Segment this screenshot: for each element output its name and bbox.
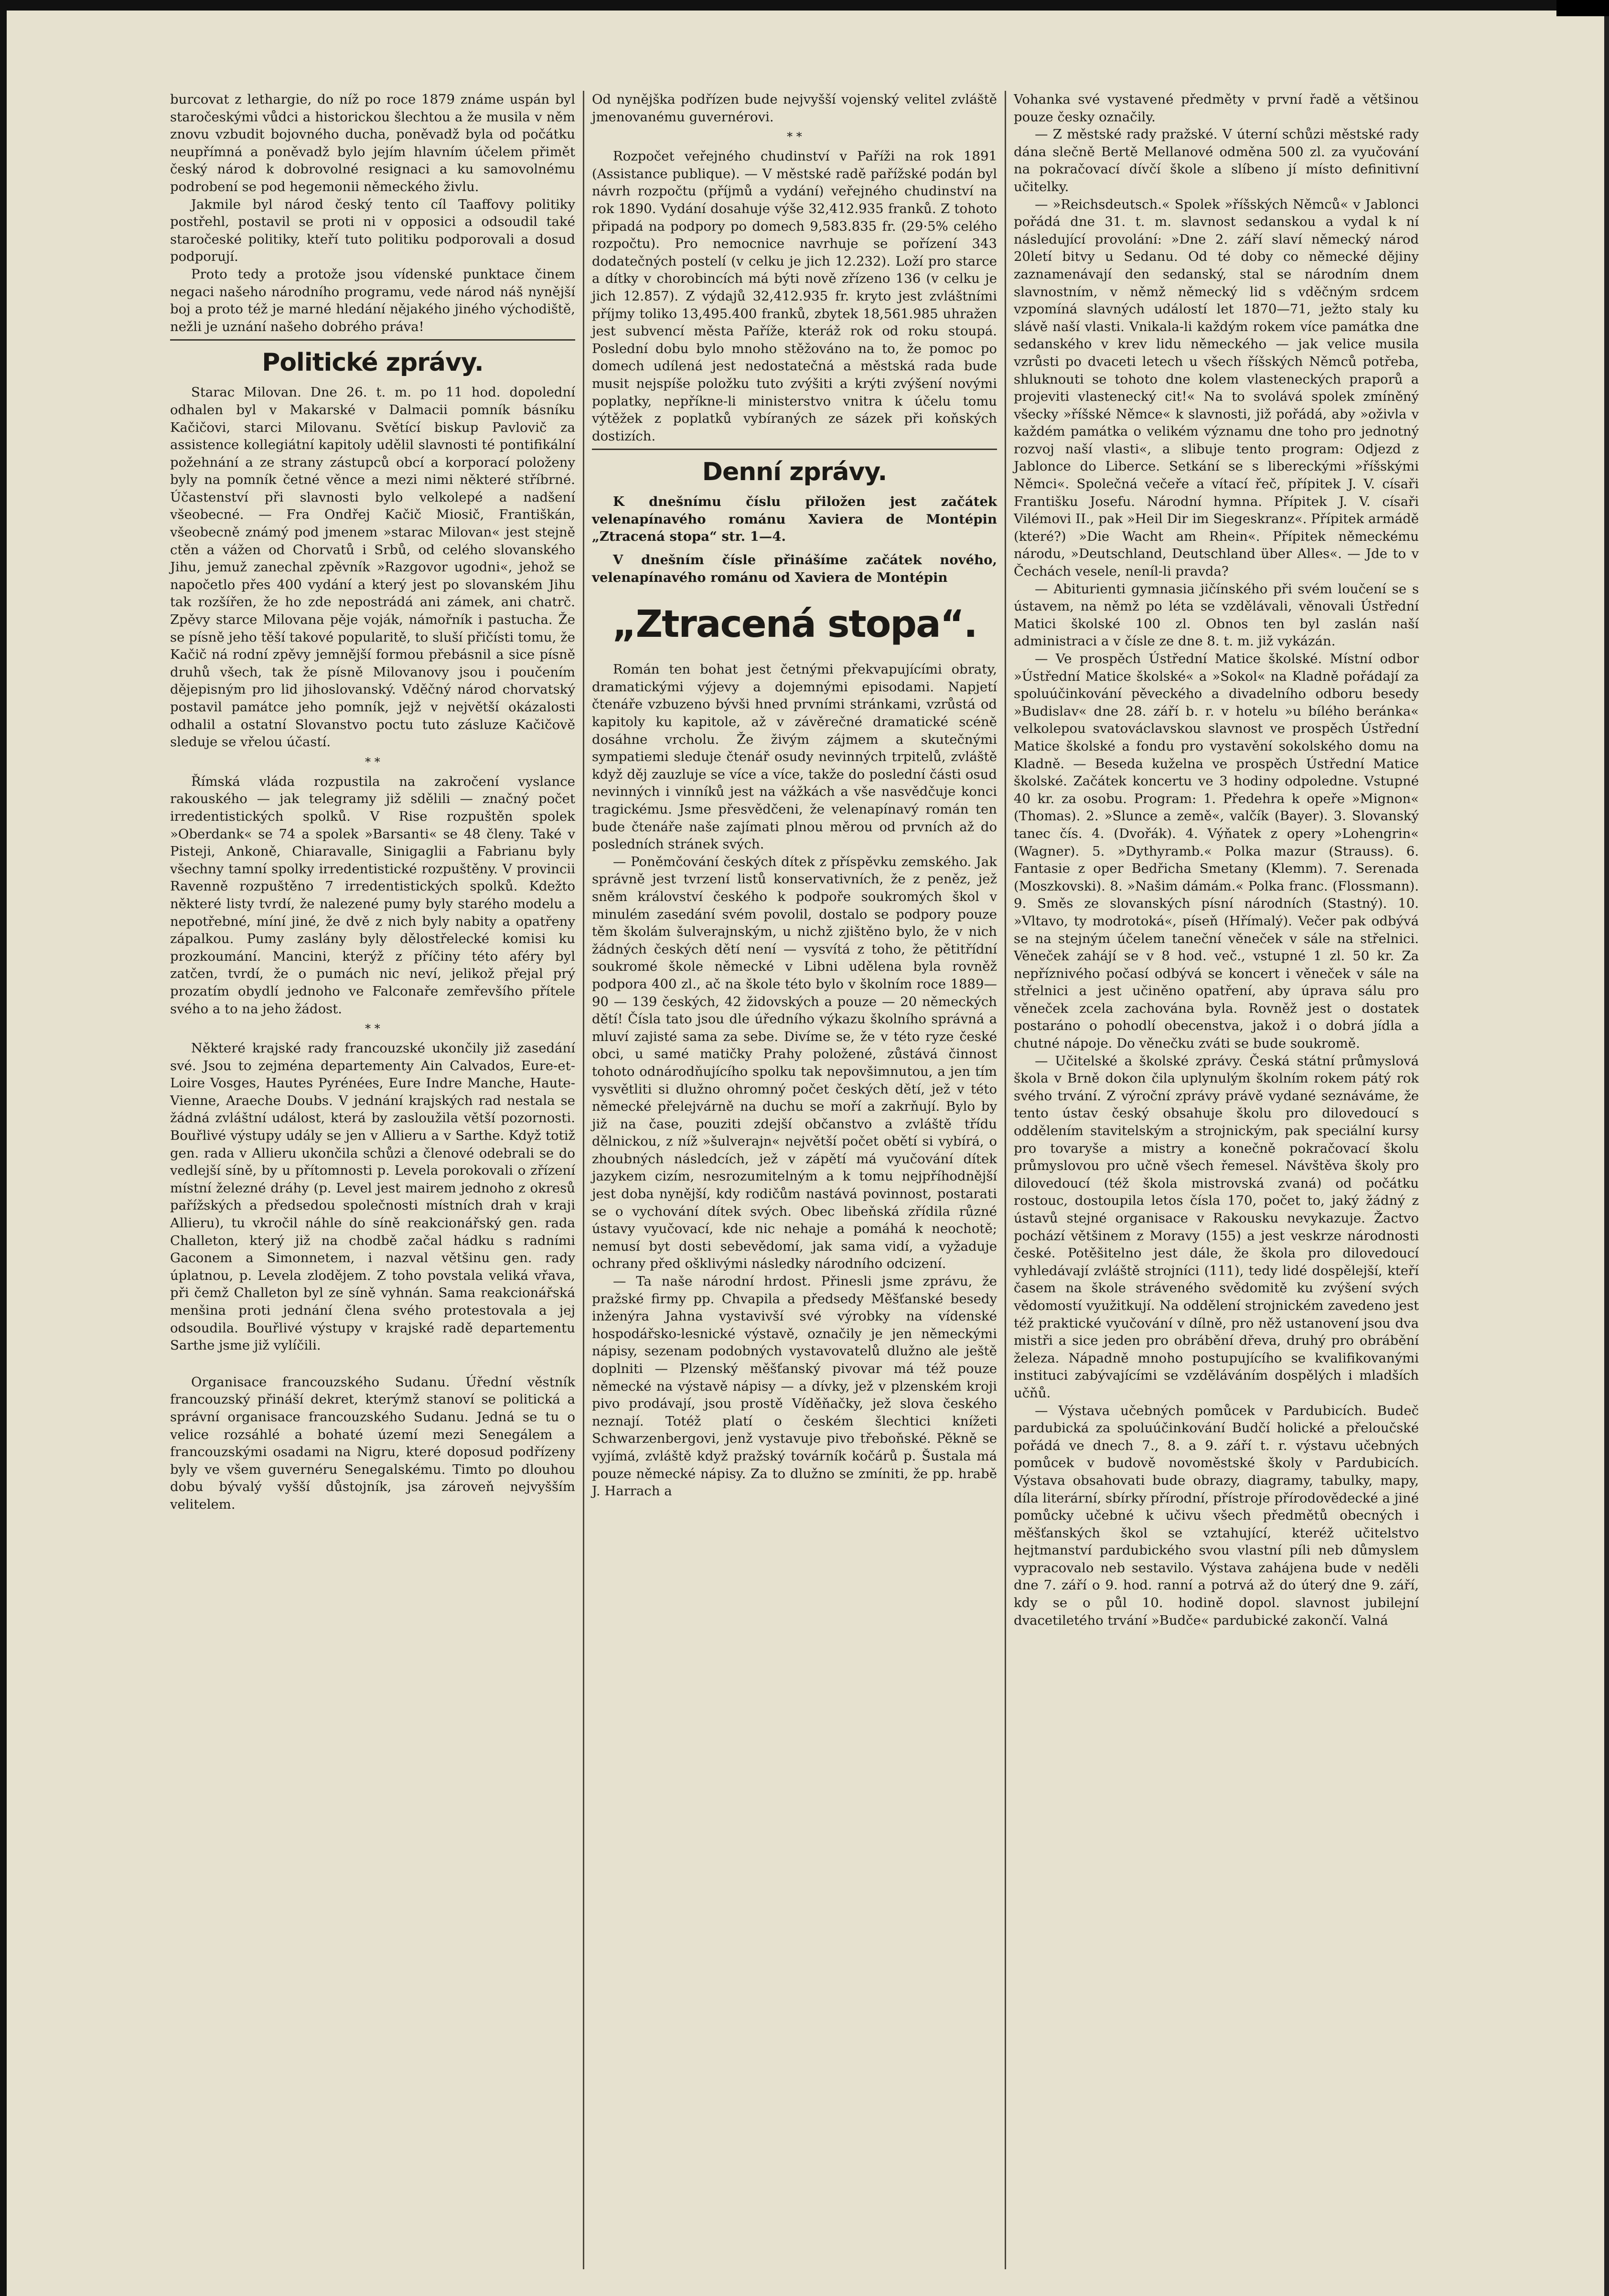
article-francie: Některé krajské rady francouzské ukončily již zasedání své. Jsou to zejména departementy Ain Calvados, Eure-et-Loire Vosges, Hautes Pyrénées, Eure Indre Manche, Haute-Vienne, Araeche Doubs. V jednání krajských rad nestala se žádná zvláštní událost, která by zasloužila větší pozornosti. Bouřlivé výstupy udály se jen v Allieru a v Sarthe. Když totiž gen. rada v Allieru ukončila schůzi a členové odebrali se do vedlejší síně, by u přítomnosti p. Levela porokovali o zřízení místní železné dráhy (p. Level jest mairem jednoho z okresů pařížských a předsedou společnosti místních drah v kraji Allieru), tu vkročil náhle do síně reakcionářský gen. rada Challeton, který již na chodbě začal hádku s radními Gaconem a Simonnetem, i nazval většinu gen. rady úplatnou, p. Levela zlodějem. Z toho povstala veliká vřava, při čemž Challeton byl ze síně vyhnán. Sama reakcionářská menšina proti jednání člena svého protestovala a jej odsoudila. Bouřlivé výstupy v krajské radě departementu Sarthe jsme již vylíčili. bbox=[170, 1041, 575, 1353]
article-columns bbox=[162, 91, 1471, 2269]
scan-top-border bbox=[0, 0, 1609, 11]
article-matice: — Ve prospěch Ústřední Matice školské. Místní odbor »Ústřední Matice školské« a »Sokol« na Kladně pořádají za spoluúčinkování pěveckého a divadelního odboru besedy »Budislav« dne 28. září b. r. v hotelu »u bílého beránka« velkolepou svatováclavskou slavnost ve prospěch Ústřední Matice školské a fondu pro vystavění sokolského domu na Kladně. — Beseda kuželna ve prospěch Ústřední Matice školské. Začátek koncertu ve 3 hodiny odpoledne. Vstupné 40 kr. za osobu. Program: 1. Předehra k opeře »Mignon« (Thomas). 2. »Slunce a země«, valčík (Bayer). 3. Slovanský tanec čís. 4. (Dvořák). 4. Výňatek z opery »Lohengrin« (Wagner). 5. »Dythyramb.« Polka mazur (Strauss). 6. Fantasie z oper Bedřicha Smetany (Klemm). 7. Serenada (Moszkovski). 8. »Našim dámám.« Polka franc. (Flossmann). 9. Směs ze slovanských písní národních (Stastný). 10. »Vltavo, ty modrotoká«, píseň (Hřímalý). Večer pak odbývá se na stejným účelem taneční věneček v sále na střelnici. Věneček zahájí se v 8 hod. več., vstupné 1 zl. 50 kr. Za nepříznivého počasí odbývá se koncert i věneček v sále na střelnici a jest učiněno opatření, aby úprava sálu pro věneček zcela zachována byla. Rovněž jest o dostatek postaráno o pohodlí obecenstva, jakož i o dobrá jídla a chutné nápoje. Do věnečku zváti se bude soukromě. bbox=[1014, 651, 1419, 1051]
asterism: * * bbox=[787, 130, 802, 144]
column-1 bbox=[162, 91, 583, 2269]
scan-right-border bbox=[1604, 0, 1609, 2296]
novel-title: „Ztracená stopa“. bbox=[612, 603, 977, 646]
article-paragraph: burcovat z lethargie, do níž po roce 1879 známe uspán byl staročeskými vůdci a historickou šlechtou a že musila v něm znovu vzbudit bojovného ducha, poněvadž byla od počátku neupřímná a poněvadž bylo jejím hlavním účelem přimět český národ k dobrovolné resignaci a ku samovolnému podrobení se pod hegemonii německého živlu. bbox=[170, 92, 575, 194]
scan-left-border bbox=[0, 0, 7, 2296]
section-divider bbox=[170, 339, 575, 341]
article-reichsdeutsch: — »Reichsdeutsch.« Spolek »říšských Němců« v Jablonci pořádá dne 31. t. m. slavnost sedanskou a vydal k ní následující provolání: »Dne 2. září slaví německý národ 20letí bitvy u Sedanu. Od té doby co německé dějiny zaznamenávají den sedanský, stal se národním dnem slavnostním, v němž německý lid s vděčným srdcem vzpomíná slavných událostí let 1870—71, ježto staly ku slávě naší vlasti. Vnikala-li každým rokem více památka dne sedanského v krev lidu německého — jak velice musila vzrůsti po dvaceti letech u všech říšských Němců potřeba, shluknouti se tohoto dne kolem vlasteneckých praporů a projeviti vlastenecký cit!« Na to svolává spolek zmíněný všecky »říšské Němce« k slavnosti, již pořádá, aby »oživla v každém památka o velikém významu dne toho pro jednotný rozvoj naší vlasti«, a slibuje tento program: Odjezd z Jablonce do Liberce. Setkání se s libereckými »říšskými Němci«. Společná večeře a vítací řeč, přípitek J. V. císaři Františku Josefu. Národní hymna. Přípitek J. V. císaři Vilémovi II., pak »Heil Dir im Siegeskranz«. Přípitek armádě (které?) »Die Wacht am Rhein«. Přípitek německému národu, »Deutschland, Deutschland über Alles«. — Jde to v Čechách vesele, neníl-li pravda? bbox=[1014, 196, 1419, 579]
section-heading-denni: Denní zprávy. bbox=[702, 458, 887, 487]
notice-novel-intro: V dnešním čísle přinášíme začátek nového, velenapínavého románu od Xaviera de Montépin bbox=[592, 552, 997, 585]
article-paragraph: Vohanka své vystavené předměty v první řadě a většinou pouze česky označily. bbox=[1014, 92, 1419, 125]
article-roman: Román ten bohat jest četnými překvapujícími obraty, dramatickými výjevy a dojemnými episodami. Napjetí čtenáře vzbuzeno bývši hned prvními stránkami, vzrůstá od kapitoly ku kapitole, až v závěrečné dramatické scéně dosáhne vrcholu. Že živým zájmem a skutečnými sympatiemi sleduje čtenář osudy nevinných trpitelů, zvláště když děj zauzluje se více a více, takže do poslední části osud nevinných i vinníků jest na vážkách a vše nasvědčuje konci tragickému. Jsme přesvědčeni, že velenapínavý román ten bude čtenáře naše zajímati plnou měrou od prvních až do posledních stránek svých. bbox=[592, 662, 997, 852]
article-sudan: Organisace francouzského Sudanu. Úřední věstník francouzský přináší dekret, kterýmž stanoví se politická a správní organisace francouzského Sudanu. Jedná se tu o velice rozsáhlé a bohaté území mezi Senegálem a francouzskými osadami na Nigru, které doposud podřízeny byly ve všem guvernéru Senegalskému. Timto po dlouhou dobu bývalý vyšší důstojník, jsa zároveň nejvyšším velitelem. bbox=[170, 1374, 575, 1512]
notice-novel-supplement: K dnešnímu číslu přiložen jest začátek velenapínavého románu Xaviera de Montépin „Ztracená stopa“ str. 1—4. bbox=[592, 494, 997, 545]
scan-corner-mark bbox=[1556, 0, 1609, 16]
article-vystava: — Výstava učebných pomůcek v Pardubicích. Budeč pardubická za spoluúčinkování Budčí holické a přeloučské pořádá ve dnech 7., 8. a 9. září t. r. výstavu učebných pomůcek v budově novoměstské školy v Pardubicích. Výstava obsahovati bude obrazy, diagramy, tabulky, mapy, díla literární, sbírky přírodní, přístroje přírodovědecké a jiné pomůcky učebné k učivu všech předmětů obecných i měšťanských škol se vztahující, kteréž učitelstvo hejtmanství pardubického svou vlastní píli neb důmyslem vypracovalo neb sestavilo. Výstava zahájena bude v neděli dne 7. září o 9. hod. ranní a potrvá až do úterý dne 9. září, kdy se o půl 10. hodině dopol. slavnost jubilejní dvacetiletého trvání »Budče« pardubické zakončí. Valná bbox=[1014, 1403, 1419, 1628]
article-skolske-zpravy: — Učitelské a školské zprávy. Česká státní průmyslová škola v Brně dokon čila uplynulým školním rokem pátý rok svého trvání. Z výroční zprávy právě vydané seznáváme, že tento ústav český obsahuje školu pro dilovedoucí s oddělením stavitelským a strojnickým, pak speciální kursy pro tovaryše a mistry a konečně pokračovací školu průmyslovou pro učně všech řemesel. Návštěva školy pro dilovedoucí (též škola mistrovská zvaná) od počátku rostouc, dostoupila letos čísla 170, počet to, jaký žádný z ústavů stejné organisace v Rakousku nevykazuje. Žactvo pochází většinem z Moravy (155) a jest veskrze národnosti české. Potěšitelno jest dále, že škola pro dilovedoucí vyhledávají zvláště strojníci (111), tedy lidé dospělejší, kteří časem na škole stráveného svědomitě ku zvýšení svých vědomostí využitkují. Na oddělení strojnickém zavedeno jest též praktické vyučování v dílně, pro něž ustanovení jsou dva mistři a sice jeden pro obrábění dřeva, druhý pro obrábění železa. Nápadně mnoho postupujícího se kvalifikovanými instituci zabývajícími se vzděláváním dospělých i mladších učňů. bbox=[1014, 1053, 1419, 1401]
article-abiturienti: — Abiturienti gymnasia jičínského při svém loučení se s ústavem, na němž po léta se vzdělávali, věnovali Ústřední Matici školské 100 zl. Obnos ten byl zaslán naší administraci a v čísle ze dne 8. t. m. již vykázán. bbox=[1014, 581, 1419, 649]
article-ponemcovani: — Poněmčování českých dítek z příspěvku zemského. Jak správně jest tvrzení listů konservativních, že z peněz, jež sněm království českého k podpoře soukromých škol v minulém zasedání svém povolil, dostalo se podpory pouze těm školám šulverajnským, u nichž zjištěno bylo, že v nich žádných českých dětí není — vysvítá z toho, že pětitřídní soukromé škole německé v Libni udělena byla rovněž podpora 400 zl., ač na škole této bylo v školním roce 1889—90 — 139 českých, 42 židovských a pouze — 20 německých dětí! Čísla tato jsou dle úředního výkazu školního správná a mluví zajisté sama za sebe. Divíme se, že v této ryze české obci, u samé matičky Prahy položené, zůstává činnost tohoto odnárodňujícího spolku tak nepovšimnutou, a jen tím vysvětliti si dlužno ohromný počet českých dětí, jež v této německé přelejvárně na duchu se moří a zakrňují. Bylo by již na čase, pouziti zdejší občanstvo a zvláště třídu dělnickou, z níž »šulverajn« největší počet obětí si vybírá, o zhoubných následcích, jež v zápětí má vyučování dítek jazykem cizím, nesrozumitelným a k tomu nejpříhodnější jest doba nynější, kdy rodičům nastává povinnost, postarati se o vychování dítek svých. Obec libeňská zřídila různé ústavy vyučovací, kde nic nehaje a pomáhá k neochotě; nemusí byt dosti sebevědomí, jak sama vidí, a vyžaduje ochrany před ošklivými následky národního odcizení. bbox=[592, 854, 997, 1272]
article-rim: Římská vláda rozpustila na zakročení vyslance rakouského — jak telegramy již sdělili — značný počet irredentistických spolků. V Rise rozpuštěn spolek »Oberdank« se 74 a spolek »Barsanti« se 48 členy. Také v Pisteji, Ankoně, Chiaravalle, Sinigaglii a Fabrianu byly všechny tamní spolky irredentistické rozpuštěny. V provincii Ravenně rozpuštěno 7 irredentistických spolků. Kdežto některé listy tvrdí, že nalezené pumy byly starého modelu a nepotřebné, míní jiné, že dvě z nich byly nabity a opatřeny zápalkou. Pumy zaslány byly dělostřelecké komisi ku prozkoumání. Mancini, kterýž z příčiny této aféry byl zatčen, tvrdí, že o pumách nic neví, jelikož přejal prý prozatím obydlí jednoho ve Falconaře zemřevšího přítele svého a to na jeho žádost. bbox=[170, 773, 575, 1017]
section-heading-politicke: Politické zprávy. bbox=[262, 348, 483, 377]
article-paragraph: Od nynějška podřízen bude nejvyšší vojenský velitel zvláště jmenovanému guvernérovi. bbox=[592, 92, 997, 125]
article-mestska-rada: — Z městské rady pražské. V úterní schůzi městské rady dána slečně Bertě Mellanové odměna 500 zl. za vyučování na pokračovací dívčí škole a slíbeno jí místo definitivní učitelky. bbox=[1014, 127, 1419, 194]
asterism: * * bbox=[365, 1022, 380, 1036]
article-paragraph: Jakmile byl národ český tento cíl Taaffovy politiky postřehl, postavil se proti ni v opposici a odsoudil také staročeské politiky, kteří tuto politiku podporovali a dosud podporují. bbox=[170, 196, 575, 265]
article-paragraph: Proto tedy a protože jsou vídenské punktace činem negaci našeho národního programu, vede národ náš nynější boj a proto též je marné hledání nějakého jiného východiště, nežli je uznání našeho dobrého práva! bbox=[170, 266, 575, 334]
article-milovan: Starac Milovan. Dne 26. t. m. po 11 hod. dopolední odhalen byl v Makarské v Dalmacii pomník básníku Kačičovi, starci Milovanu. Světící biskup Pavlovič za assistence kollegiátní kapitoly udělil slavnosti té pontifikální požehnání a ze strany zástupců obcí a korporací položeny byly na pomník četné věnce a mezi nimi některé stříbrné. Účastenství při slavnosti bylo velkolepé a nadšení všeobecné. — Fra Ondřej Kačič Miosič, Františkán, všeobecně známý pod jmenem »starac Milovan« jest stejně ctěn a vážen od Chorvatů i Srbů, od celého slovanského Jihu, jemuž zanechal zpěvník »Razgovor ugodni«, jehož se napočetlo přes 400 vydání a který jest po slovanském Jihu tak rozšířen, že ho zde nepostrádá ani zámek, ani chatrč. Zpěvy starce Milovana pěje voják, námořník i pastucha. Že se písně jeho těší takové popularitě, to sluší přičísti tomu, že Kačič ná rodní zpěvy jemnější formou přebásnil a sice písně druhů všech, tak že písně Milovanovy jsou i poučením dějepisným pro lid jihoslovanský. Vděčný národ chorvatský postavil památce jeho pomník, jejž v největší okázalosti odhalil a ostatní Slovanstvo poctu tuto zásluze Kačičově sleduje se vřelou účastí. bbox=[170, 385, 575, 750]
article-hrdost: — Ta naše národní hrdost. Přinesli jsme zprávu, že pražské firmy pp. Chvapila a předsedy Měšťanské besedy inženýra Jahna vystavivší své výrobky na vídenské hospodářsko-lesnické výstavě, označily je jen německými nápisy, sezenam podobných vystavovatelů dlužno ale ještě doplniti — Plzenský měšťanský pivovar má též pouze německé na výstavě nápisy — a dívky, jež v plzenském kroji pivo prodávají, jsou prostě Víděňačky, jež slova českého neznají. Totéž platí o českém šlechtici knížeti Schwarzenbergovi, jenž vystavuje pivo třeboňské. Pěkně se vyjímá, zvláště když pražský továrník kočárů p. Šustala má pouze německé nápisy. Za to dlužno se zmíniti, že pp. hrabě J. Harrach a bbox=[592, 1274, 997, 1499]
asterism: * * bbox=[365, 755, 380, 769]
section-divider bbox=[592, 449, 997, 450]
article-pariz: Rozpočet veřejného chudinství v Paříži na rok 1891 (Assistance publique). — V městské radě pařížské podán byl návrh rozpočtu (příjmů a vydání) veřejného chudinství na rok 1890. Vydání dosahuje výše 32,412.935 franků. Z tohoto připadá na podpory po domech 9,583.835 fr. (29·5% celého rozpočtu). Pro nemocnice navrhuje se pořízení 343 dodatečných postelí (v celku je jich 12.232). Loží pro starce a dítky v chorobincích má býti nově zřízeno 136 (v celku je jich 12.857). Z výdajů 32,412.935 fr. kryto jest zvláštními příjmy toliko 13,495.400 franků, zbytek 18,561.985 uhražen jest subvencí města Paříže, kteráž rok od roku stoupá. Poslední dobu bylo mnoho stěžováno na to, že pomoc po domech udílená jest nedostatečná a městská rada bude musit nejspíše položku tuto zvýšiti a krýti zvýšení novými poplatky, nepříkne-li ministerstvo vnitra k účelu tomu výtěžek z poplatků vybíraných ze sázek při koňských dostizích. bbox=[592, 149, 997, 444]
column-3 bbox=[1006, 91, 1427, 2269]
column-2 bbox=[584, 91, 1005, 2269]
